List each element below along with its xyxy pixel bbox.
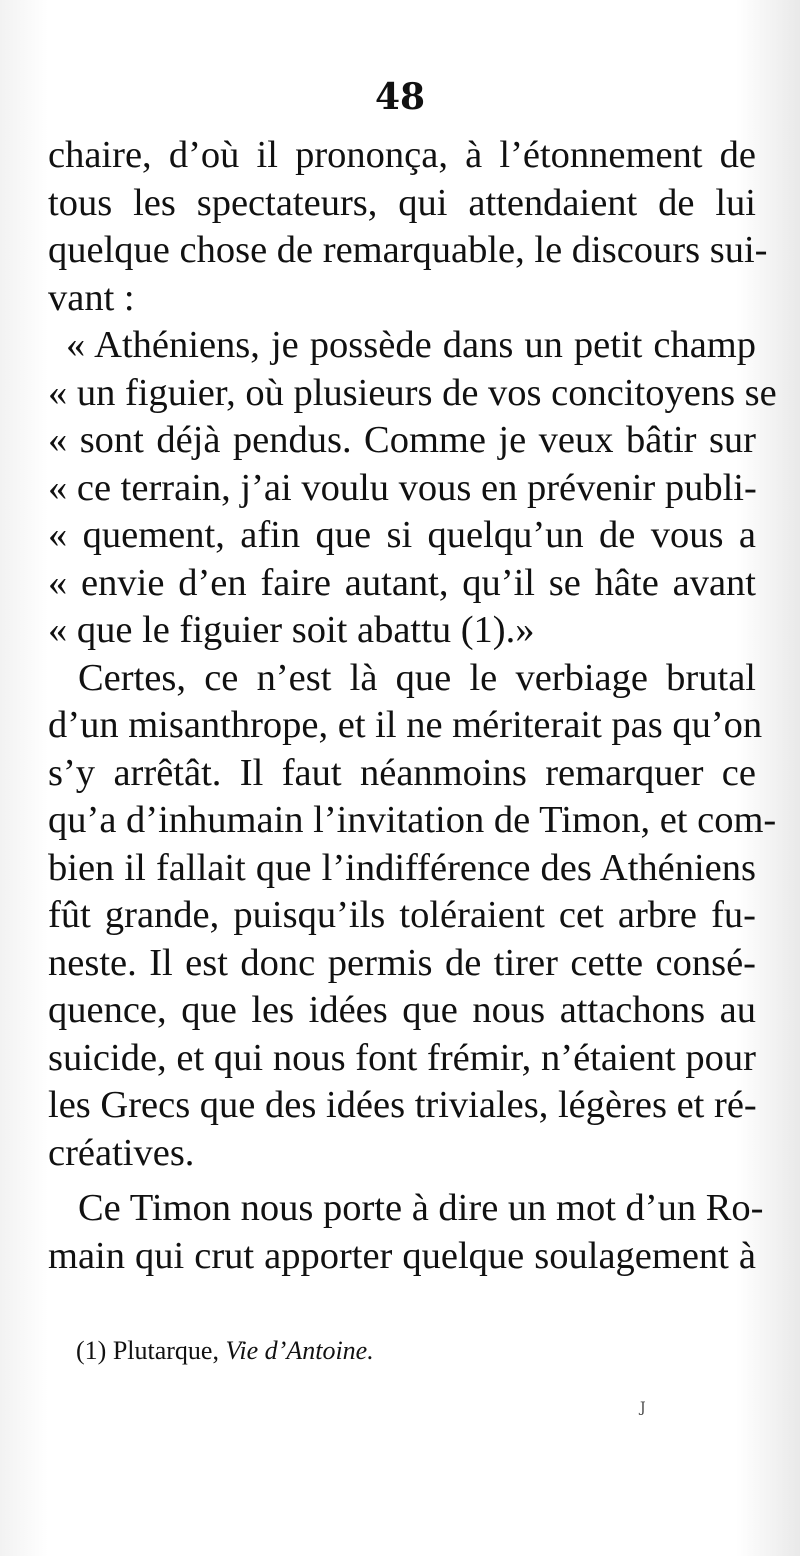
quote-line: « quement, afin que si quelqu’un de vous a <box>48 514 756 556</box>
text-line: main qui crut apporter quelque soulagement à <box>48 1234 756 1277</box>
text-line: les Grecs que des idées triviales, légères et ré- <box>48 1084 757 1126</box>
quote-line: « sont déjà pendus. Comme je veux bâtir sur <box>48 419 756 461</box>
footnote <box>76 1336 374 1366</box>
body-text <box>48 132 777 1280</box>
text-line: neste. Il est donc permis de tirer cette consé- <box>48 941 756 984</box>
page-number: 48 <box>374 76 426 118</box>
stray-ink-mark: J <box>640 1400 646 1416</box>
quote-line: « Athéniens, je possède dans un petit champ <box>66 324 756 366</box>
quote-line: « un figuier, où plusieurs de vos concitoyens se <box>48 371 777 414</box>
text-line: s’y arrêtât. Il faut néanmoins remarquer ce <box>48 751 756 794</box>
text-line: chaire, d’où il prononça, à l’étonnement de <box>48 134 756 176</box>
text-line: suicide, et qui nous font frémir, n’étaient pour <box>48 1036 756 1079</box>
footnote-marker: (1) Plutarque, <box>76 1336 219 1365</box>
text-line: fût grande, puisqu’ils toléraient cet arbre fu- <box>48 894 756 936</box>
text-line: bien il fallait que l’indifférence des Athéniens <box>48 846 756 889</box>
text-line: d’un misanthrope, et il ne mériterait pas qu’on <box>48 704 763 746</box>
text-line: Ce Timon nous porte à dire un mot d’un Ro- <box>78 1187 764 1229</box>
quote-line: « que le figuier soit abattu (1).» <box>48 609 535 651</box>
text-line: vant : <box>48 276 135 319</box>
text-line: Certes, ce n’est là que le verbiage brutal <box>78 656 756 699</box>
text-line: quence, que les idées que nous attachons au <box>48 989 756 1031</box>
text-line: créatives. <box>48 1131 195 1174</box>
footnote-title: Vie d’Antoine. <box>225 1336 374 1365</box>
text-line: quelque chose de remarquable, le discours sui- <box>48 229 768 271</box>
quote-line: « ce terrain, j’ai voulu vous en prévenir publi- <box>48 466 757 509</box>
quote-line: « envie d’en faire autant, qu’il se hâte avant <box>48 561 756 604</box>
text-line: tous les spectateurs, qui attendaient de lui <box>48 181 756 224</box>
text-line: qu’a d’inhumain l’invitation de Timon, et com- <box>48 799 777 841</box>
